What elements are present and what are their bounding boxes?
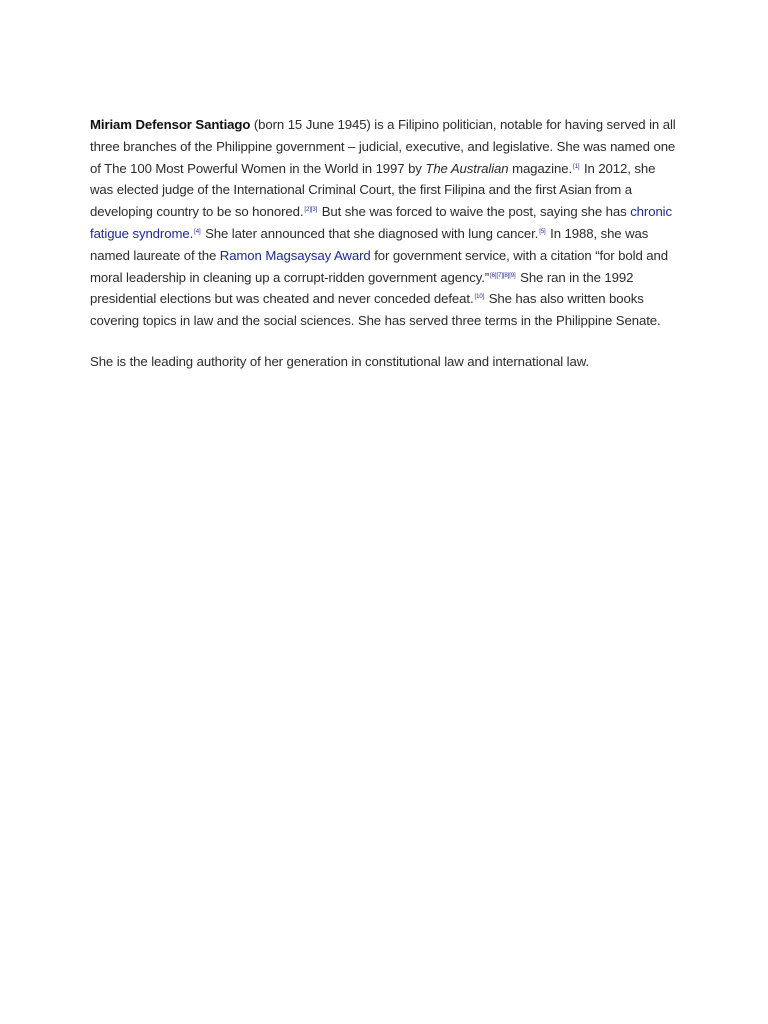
citation-link[interactable]: [2][3]	[304, 207, 318, 214]
citation-link[interactable]: [5]	[539, 228, 546, 235]
paragraph-text-5: .	[189, 225, 194, 241]
paragraph-text-8: for government service, with a citation “for bold and moral leadership in cleaning up a corrupt-ridden government agency.”	[90, 247, 668, 285]
subject-name: Miriam Defensor Santiago	[90, 117, 251, 132]
citation-link[interactable]: [6][7][8][9]	[490, 272, 516, 279]
citation-link[interactable]: [4]	[194, 228, 201, 235]
paragraph-text-9: She ran in the 1992 presidential elections but was cheated and never conceded defeat.	[90, 269, 634, 307]
paragraph-text-1: (born 15 June 1945) is a Filipino politician, notable for having served in all three branches of the Philippine government – judicial, executive, and legislative. She was named one of The 100 Most Powerful Women in the World in 1997 by	[90, 117, 676, 176]
paragraph-text-3: In 2012, she was elected judge of the International Criminal Court, the first Filipina and the first Asian from a developing country to be so honored.	[90, 160, 656, 220]
paragraph-text-6: She later announced that she diagnosed with lung cancer.	[201, 225, 539, 241]
paragraph-text-4: But she was forced to waive the post, saying she has	[318, 204, 631, 220]
citation-link[interactable]: [1]	[573, 163, 580, 170]
document-page	[90, 114, 680, 373]
intro-paragraph	[90, 114, 680, 332]
authority-paragraph: She is the leading authority of her generation in constitutional law and international law.	[90, 353, 589, 369]
ramon-magsaysay-award-link[interactable]: Ramon Magsaysay Award	[219, 247, 371, 263]
paragraph-text-7: In 1988, she was named laureate of the	[90, 225, 649, 263]
paragraph-text-2: magazine.	[508, 160, 573, 176]
paragraph-text-10: She has also written books covering topics in law and the social sciences. She has served three terms in the Philippine Senate.	[90, 291, 661, 329]
chronic-fatigue-syndrome-link[interactable]: chronic fatigue syndrome	[90, 204, 672, 241]
citation-link[interactable]: [10]	[474, 294, 485, 301]
publication-title: The Australian	[425, 160, 509, 176]
